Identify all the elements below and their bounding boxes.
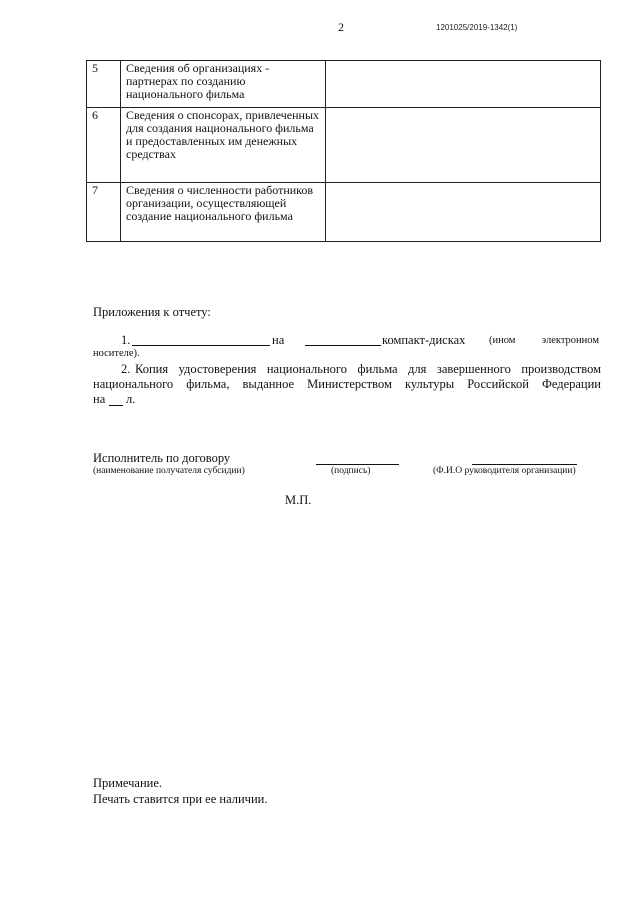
info-table: [86, 60, 601, 242]
row-value: [326, 183, 601, 242]
attachments-title: Приложения к отчету:: [93, 305, 211, 319]
blank-count-field: [132, 334, 270, 346]
attachment-1-other-text: (ином: [489, 335, 516, 346]
signature-caption: (подпись): [331, 466, 371, 476]
table-row: [87, 61, 601, 108]
blank-sheets-field: [109, 394, 123, 406]
attachment-1-on: на: [272, 333, 285, 347]
attachment-1-other: [489, 335, 599, 346]
row-value: [326, 61, 601, 108]
attachment-1-other-text-2: электронном: [541, 335, 599, 346]
note-text: Печать ставится при ее наличии.: [93, 792, 268, 806]
note-title: Примечание.: [93, 776, 163, 790]
table-row: [87, 108, 601, 183]
row-value: [326, 108, 601, 183]
stamp-place: М.П.: [285, 493, 312, 507]
attachment-1-discs: компакт-дисках: [382, 333, 466, 347]
attachment-2-line1: Копия удостоверения национального фильма для завершенного производством: [135, 362, 601, 376]
table-row: [87, 183, 601, 242]
recipient-caption: (наименование получателя субсидии): [93, 466, 245, 476]
attachment-1-number: 1.: [121, 333, 131, 347]
blank-disc-count-field: [305, 334, 381, 346]
attachment-2-line2: национального фильма, выданное Министерством культуры Российской Федерации: [93, 377, 601, 391]
attachment-2-number: 2.: [121, 362, 131, 376]
document-id: 1201025/2019-1342(1): [436, 23, 518, 32]
attachment-1-other-end: носителе).: [93, 348, 140, 359]
attachment-2-line3-end: л.: [126, 392, 136, 406]
attachment-2-line3-start: на: [93, 392, 106, 406]
row-label: Сведения о спонсорах, привлеченных для создания национального фильма и предоставленных им денежных средствах: [121, 108, 326, 183]
row-number: 7: [87, 183, 121, 242]
signature-line: [316, 463, 399, 465]
row-label: Сведения о численности работников организации, осуществляющей создание национального фильма: [121, 183, 326, 242]
row-number: 5: [87, 61, 121, 108]
name-caption: (Ф.И.О руководителя организации): [433, 466, 576, 476]
name-line: [472, 463, 577, 465]
row-label: Сведения об организациях - партнерах по созданию национального фильма: [121, 61, 326, 108]
page-number: 2: [338, 20, 344, 34]
row-number: 6: [87, 108, 121, 183]
executor-label: Исполнитель по договору: [93, 451, 231, 465]
